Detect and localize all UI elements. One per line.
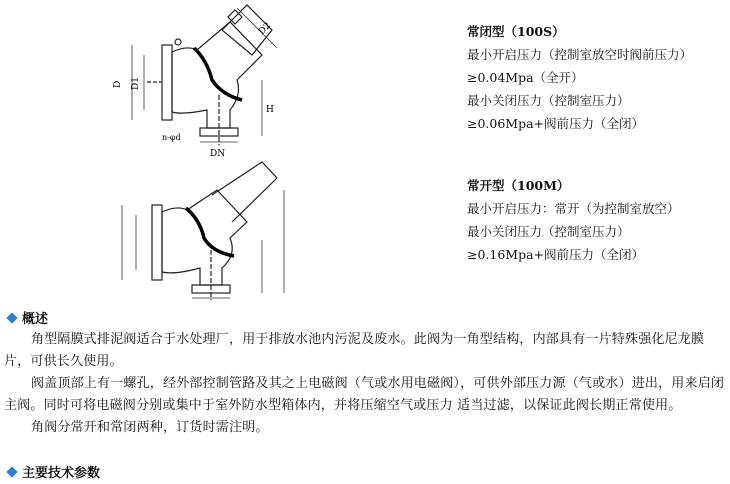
spec-open-title: 常开型（100M） <box>467 178 570 193</box>
tech-params-heading-text: 主要技术参数 <box>22 466 101 481</box>
dim-label-D1: D1 <box>131 77 141 90</box>
valve-body <box>172 22 262 128</box>
spec-closed-title: 常闭型（100S） <box>467 24 565 39</box>
spec-closed-line: 最小关闭压力（控制室压力） <box>467 93 630 108</box>
dim-label-D2: D2 <box>257 20 274 38</box>
overview-heading <box>4 308 48 327</box>
overview-paragraph: 角型隔膜式排泥阀适合于水处理厂，用于排放水池内污泥及废水。此阀为一角型结构，内部具有一片特殊强化尼龙膜片，可供长久使用。 <box>4 332 705 369</box>
spec-closed-block <box>467 20 692 135</box>
overview-paragraph: 阀盖顶部上有一螺孔，经外部控制管路及其之上电磁阀（气或水用电磁阀），可供外部压力源（气或水）进出，用来启闭主阀。同时可将电磁阀分别或集中于室外防水型箱体内，并将压缩空气或压力 适当过滤，以保证此阀长期正常使用。 <box>4 376 725 413</box>
dim-label-H: H <box>266 105 274 115</box>
dim-label-nphid: n-φd <box>162 133 181 142</box>
inlet-flange-2 <box>152 205 162 280</box>
spec-open-line: ≥0.16Mpa+阀前压力（全闭） <box>467 247 645 262</box>
spec-open-block <box>467 174 680 266</box>
valve-bonnet-2 <box>212 162 277 222</box>
inlet-flange <box>162 45 172 120</box>
valve-open-drawing <box>122 162 284 300</box>
bullet-diamond-icon <box>6 466 17 477</box>
spec-open-line: 最小关闭压力（控制室压力） <box>467 224 630 239</box>
overview-body <box>4 329 728 439</box>
tech-params-heading <box>4 462 100 481</box>
spec-closed-line: ≥0.06Mpa+阀前压力（全闭） <box>467 116 645 131</box>
diaphragm-2 <box>186 208 234 256</box>
spec-closed-line: ≥0.04Mpa（全开） <box>467 70 584 85</box>
valve-drawing <box>112 0 312 305</box>
valve-closed-drawing <box>132 5 277 145</box>
vent-knob <box>175 39 181 45</box>
bullet-diamond-icon <box>6 312 17 323</box>
overview-heading-text: 概述 <box>22 312 49 327</box>
diaphragm <box>194 48 242 100</box>
spec-closed-line: 最小开启压力（控制室放空时阀前压力） <box>467 47 693 62</box>
dim-label-D: D <box>113 80 123 88</box>
valve-drawing-svg <box>112 0 312 305</box>
spec-open-line: 最小开启压力：常开（为控制室放空） <box>467 201 680 216</box>
overview-paragraph: 角阀分常开和常闭两种，订货时需注明。 <box>31 420 269 435</box>
dim-label-DN: DN <box>210 149 226 159</box>
